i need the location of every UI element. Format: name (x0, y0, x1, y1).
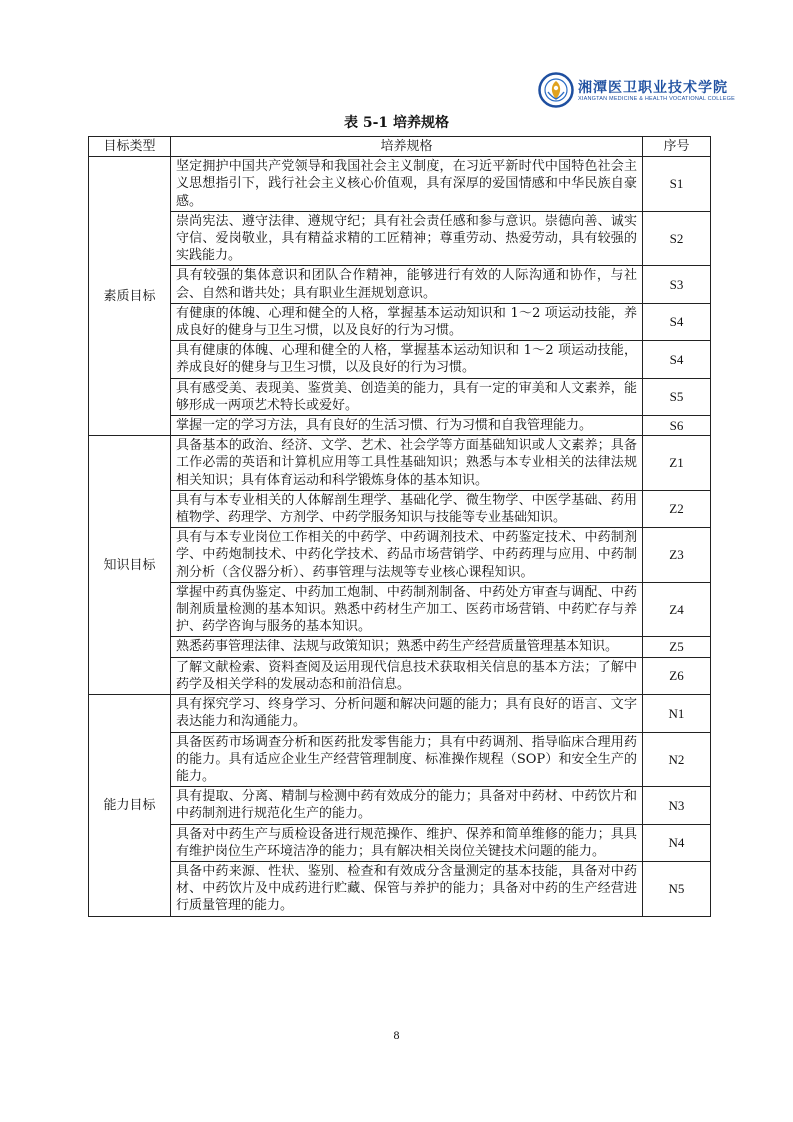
header-number: 序号 (643, 137, 711, 157)
spec-cell: 具有提取、分离、精制与检测中药有效成分的能力；具备对中药材、中药饮片和中药制剂进行规范化生产的能力。 (171, 787, 643, 824)
table-row (89, 490, 711, 527)
spec-cell: 具备基本的政治、经济、文学、艺术、社会学等方面基础知识或人文素养；具备工作必需的英语和计算机应用等工具性基础知识；熟悉与本专业相关的法律法规相关知识；具有体育运动和科学锻炼身体的基本知识。 (171, 436, 643, 491)
table-row (89, 266, 711, 303)
spec-cell: 掌握一定的学习方法，具有良好的生活习惯、行为习惯和自我管理能力。 (171, 416, 643, 436)
spec-cell: 具有较强的集体意识和团队合作精神，能够进行有效的人际沟通和协作，与社会、自然和谐共处；具有职业生涯规划意识。 (171, 266, 643, 303)
spec-cell: 具有健康的体魄、心理和健全的人格，掌握基本运动知识和 1～2 项运动技能，养成良好的健身与卫生习惯，以及良好的行为习惯。 (171, 341, 643, 378)
table-row (89, 157, 711, 212)
spec-cell: 了解文献检索、资料查阅及运用现代信息技术获取相关信息的基本方法；了解中药学及相关学科的发展动态和前沿信息。 (171, 657, 643, 694)
spec-cell: 具备医药市场调查分析和医药批发零售能力；具有中药调剂、指导临床合理用药的能力。具有适应企业生产经营管理制度、标准操作规程（SOP）和安全生产的能力。 (171, 732, 643, 787)
code-cell: S3 (643, 266, 711, 303)
table-row (89, 787, 711, 824)
code-cell: S5 (643, 378, 711, 415)
code-cell: Z6 (643, 657, 711, 694)
table-row (89, 695, 711, 732)
table-row (89, 528, 711, 583)
table-row (89, 341, 711, 378)
table-header-row (89, 137, 711, 157)
code-cell: N1 (643, 695, 711, 732)
table-row (89, 824, 711, 861)
code-cell: S6 (643, 416, 711, 436)
spec-cell: 具有与本专业岗位工作相关的中药学、中药调剂技术、中药鉴定技术、中药制剂学、中药炮制技术、中药化学技术、药品市场营销学、中药药理与应用、中药制剂分析（含仪器分析）、药事管理与法规等专业核心课程知识。 (171, 528, 643, 583)
table-row (89, 637, 711, 657)
code-cell: N3 (643, 787, 711, 824)
code-cell: Z4 (643, 582, 711, 637)
table-row (89, 861, 711, 916)
table-row (89, 582, 711, 637)
code-cell: S1 (643, 157, 711, 212)
spec-cell: 熟悉药事管理法律、法规与政策知识；熟悉中药生产经营质量管理基本知识。 (171, 637, 643, 657)
spec-cell: 具有与本专业相关的人体解剖生理学、基础化学、微生物学、中医学基础、药用植物学、药理学、方剂学、中药学服务知识与技能等专业基础知识。 (171, 490, 643, 527)
spec-cell: 具备对中药生产与质检设备进行规范操作、维护、保养和简单维修的能力；具具有维护岗位生产环境洁净的能力；具有解决相关岗位关键技术问题的能力。 (171, 824, 643, 861)
code-cell: N2 (643, 732, 711, 787)
training-spec-table (88, 136, 711, 917)
spec-cell: 具有探究学习、终身学习、分析问题和解决问题的能力；具有良好的语言、文字表达能力和沟通能力。 (171, 695, 643, 732)
table-row (89, 657, 711, 694)
spec-cell: 掌握中药真伪鉴定、中药加工炮制、中药制剂制备、中药处方审查与调配、中药制剂质量检测的基本知识。熟悉中药材生产加工、医药市场营销、中药贮存与养护、药学咨询与服务的基本知识。 (171, 582, 643, 637)
table-caption: 表 5-1 培养规格 (343, 115, 450, 131)
table-row (89, 436, 711, 491)
header-target-type: 目标类型 (89, 137, 171, 157)
college-name-cn: 湘潭医卫职业技术学院 (578, 80, 728, 96)
code-cell: N4 (643, 824, 711, 861)
spec-cell: 有健康的体魄、心理和健全的人格，掌握基本运动知识和 1～2 项运动技能，养成良好的健身与卫生习惯，以及良好的行为习惯。 (171, 303, 643, 340)
spec-cell: 坚定拥护中国共产党领导和我国社会主义制度，在习近平新时代中国特色社会主义思想指引下，践行社会主义核心价值观，具有深厚的爱国情感和中华民族自豪感。 (171, 157, 643, 212)
category-cell: 素质目标 (89, 157, 171, 436)
college-name-en: XIANGTAN MEDICINE & HEALTH VOCATIONAL COLLEGE (578, 96, 736, 102)
spec-cell: 具备中药来源、性状、鉴别、检查和有效成分含量测定的基本技能，具备对中药材、中药饮片及中成药进行贮藏、保管与养护的能力；具备对中药的生产经营进行质量管理的能力。 (171, 861, 643, 916)
code-cell: Z2 (643, 490, 711, 527)
college-emblem-icon (538, 72, 574, 108)
table-row (89, 211, 711, 266)
code-cell: Z3 (643, 528, 711, 583)
code-cell: Z5 (643, 637, 711, 657)
code-cell: Z1 (643, 436, 711, 491)
code-cell: N5 (643, 861, 711, 916)
code-cell: S4 (643, 303, 711, 340)
table-row (89, 416, 711, 436)
table-row (89, 378, 711, 415)
table-row (89, 732, 711, 787)
page-number: 8 (393, 1028, 400, 1042)
code-cell: S4 (643, 341, 711, 378)
table-row (89, 303, 711, 340)
college-logo (538, 72, 738, 112)
spec-cell: 崇尚宪法、遵守法律、遵规守纪；具有社会责任感和参与意识。崇德向善、诚实守信、爱岗敬业，具有精益求精的工匠精神；尊重劳动、热爱劳动，具有较强的实践能力。 (171, 211, 643, 266)
spec-cell: 具有感受美、表现美、鉴赏美、创造美的能力，具有一定的审美和人文素养，能够形成一两项艺术特长或爱好。 (171, 378, 643, 415)
code-cell: S2 (643, 211, 711, 266)
category-cell: 知识目标 (89, 436, 171, 695)
category-cell: 能力目标 (89, 695, 171, 916)
header-spec: 培养规格 (171, 137, 643, 157)
